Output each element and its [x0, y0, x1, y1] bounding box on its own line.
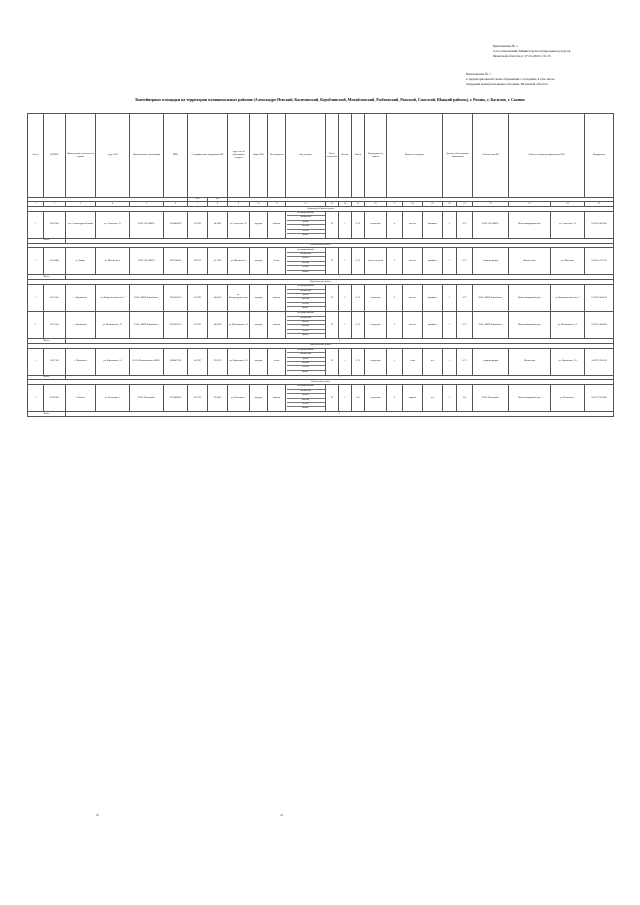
cell-addr: ул. Коммунистическая, 7: [96, 284, 130, 311]
column-number: 11: [268, 202, 286, 207]
approval-line: Рязанской области от 27.01.2020 г. № 25: [493, 53, 551, 58]
cell-vol: 0.75: [352, 211, 365, 238]
table-row: [28, 311, 614, 338]
cell-org: ООО «ЖКХ Кораблино»: [130, 311, 164, 338]
waste-type: пластик: [287, 298, 325, 302]
cell-lon: 40.2085: [208, 211, 228, 238]
waste-type: несортированный: [287, 249, 325, 253]
cell-cont: 1: [443, 248, 457, 275]
cell-fence: металл: [403, 284, 423, 311]
cell-cls: IV: [326, 385, 339, 412]
cell-lat: 54.9315: [188, 248, 208, 275]
total-value: 1: [66, 238, 614, 243]
cell-cover: асфальт: [268, 284, 286, 311]
cell-inn: 6221003510: [164, 311, 188, 338]
col-header: Класс опасности: [326, 114, 339, 198]
cell-inn: 6208007760: [164, 348, 188, 375]
cell-obj: Жилой дом: [509, 348, 551, 375]
footer-right: 41: [280, 813, 283, 817]
cell-src: ул. Маяковского, 12: [228, 311, 250, 338]
cell-cont: 1: [443, 311, 457, 338]
cell-cvol: 0.75: [457, 211, 473, 238]
cell-area: 8: [387, 284, 403, 311]
waste-type: стекло: [287, 230, 325, 234]
col-header-group: [443, 114, 473, 198]
waste-type: прочие: [302, 370, 309, 373]
cell-area: 5: [387, 348, 403, 375]
cell-owner: ТСЖ «Почтовый»: [473, 385, 509, 412]
column-number: 14: [339, 202, 352, 207]
cell-cls: IV: [326, 211, 339, 238]
waste-type: бумага: [287, 358, 325, 362]
cell-inn: 6224004528: [164, 211, 188, 238]
cell-kind: твердые: [250, 211, 268, 238]
cell-cvol: 0.75: [457, 311, 473, 338]
col-header: Кол-во: [339, 114, 352, 198]
cell-owner: Администрация: [473, 348, 509, 375]
col-header: ОКТМО: [44, 114, 66, 198]
cell-org: ООО «ДУ ЖКХ»: [130, 211, 164, 238]
header-group-label: Данные о площадке: [404, 154, 425, 157]
waste-type: несортированный: [287, 212, 325, 216]
cell-vol: 0.8: [352, 385, 365, 412]
cell-kind: твердые: [250, 284, 268, 311]
waste-type: бумага: [287, 221, 325, 225]
waste-type: прочие: [302, 307, 309, 310]
cell-fcover: профлист: [423, 284, 443, 311]
cell-kind: твердые: [250, 385, 268, 412]
waste-type: стекло: [287, 303, 325, 307]
waste-type: стекло: [287, 366, 325, 370]
cell-qty: 1: [339, 248, 352, 275]
cell-vol: 0.75: [352, 284, 365, 311]
region-name: Касимовский район: [28, 243, 614, 248]
total-row: [28, 412, 614, 417]
cell-kind: твердые: [250, 311, 268, 338]
cell-lat: 54.7279: [188, 385, 208, 412]
cell-n: 1: [28, 211, 44, 238]
total-label: Итого: [28, 238, 66, 243]
column-number: 1: [28, 202, 44, 207]
cell-obj: Многоквартирный дом: [509, 385, 551, 412]
cell-cover: асфальт: [268, 385, 286, 412]
cell-oktmo: 61610406: [44, 248, 66, 275]
column-number: 21: [457, 202, 473, 207]
cell-cont: 2: [443, 211, 457, 238]
cell-owner: Администрация: [473, 248, 509, 275]
column-number: 12: [286, 202, 326, 207]
table-row: [28, 248, 614, 275]
waste-type-list: [286, 385, 326, 412]
cell-vol: 0.75: [352, 311, 365, 338]
cell-cover: асфальт: [268, 211, 286, 238]
waste-type: пластик: [287, 362, 325, 366]
header-group-label: Данные об источниках образования: [446, 152, 469, 158]
cell-oaddr: ул. Коммунистическая, 7: [551, 284, 585, 311]
cell-kind: твердые: [250, 348, 268, 375]
cell-src: ул. Коммунистическая, 7: [228, 284, 250, 311]
header-group-label: Географические координаты КП: [191, 154, 224, 157]
cell-src: ул. Почтовая, 3: [228, 385, 250, 412]
col-header: Объем: [352, 114, 365, 198]
column-number: 3: [66, 202, 96, 207]
cell-lat: 53.9251: [188, 311, 208, 338]
cell-cover: бетон: [268, 248, 286, 275]
cell-owner: ООО «ЖКХ Кораблино»: [473, 284, 509, 311]
appendix-line: к территориальной схеме обращения с отходами, в том числе: [466, 76, 555, 81]
column-number: 20: [443, 202, 457, 207]
waste-type: смешанный: [287, 390, 325, 394]
column-number: 25: [585, 202, 614, 207]
cell-oktmo: 61601101: [44, 211, 66, 238]
cell-oktmo: 61617101: [44, 348, 66, 375]
cell-coord: 53.9251 40.0209: [585, 311, 614, 338]
col-header: Виды ТКО: [250, 114, 268, 198]
cell-cls: IV: [326, 284, 339, 311]
total-value: 1: [66, 275, 614, 280]
cell-inn: 6226010834: [164, 248, 188, 275]
cell-lon: 41.1702: [208, 248, 228, 275]
document-title: Контейнерные площадки на территории муниципальных районов (Александро-Невский, Касимовский, Кораблинский, Михайловский, Рыбновский, Ряжский, Спасский, Шацкий районы), г. Рязань, г. Касимов, г. Скопин: [135, 98, 525, 102]
cell-n: 1: [28, 348, 44, 375]
cell-obj: Жилые дома: [509, 248, 551, 275]
waste-type: несортированный: [287, 349, 325, 353]
cell-fcover: профлист: [423, 248, 443, 275]
cell-oktmo: 61611101: [44, 311, 66, 338]
cell-addr: ул. Маяковского, 12: [96, 311, 130, 338]
cell-place: г. Рыбное: [66, 385, 96, 412]
waste-type: пластик: [287, 225, 325, 229]
col-header: ИНН: [164, 114, 188, 198]
cell-n: 1: [28, 248, 44, 275]
waste-type: стекло: [287, 330, 325, 334]
cell-n: 2: [28, 311, 44, 338]
cell-cvol: 0.8: [457, 385, 473, 412]
footer-left: 25: [96, 813, 99, 817]
column-number: 10: [250, 202, 268, 207]
column-number: 4: [96, 202, 130, 207]
waste-type: смешанный: [287, 216, 325, 220]
column-number: 8: [208, 202, 228, 207]
cell-lon: 40.0209: [208, 311, 228, 338]
cell-cls: IV: [326, 311, 339, 338]
waste-type: смешанный: [287, 253, 325, 257]
table-row: [28, 348, 614, 375]
approval-line: Приложение № 1: [493, 44, 518, 48]
cell-org: ООО «Михайловское ЖКХ»: [130, 348, 164, 375]
column-number: 17: [387, 202, 403, 207]
cell-src: ул. Воровского, 18: [228, 348, 250, 375]
page-bottom: [0, 812, 640, 902]
cell-place: г. Кораблино: [66, 284, 96, 311]
waste-type-list: [286, 284, 326, 311]
registry-body: [28, 207, 614, 417]
waste-type-list: [286, 348, 326, 375]
waste-type: бумага: [287, 294, 325, 298]
cell-oaddr: ул. Школьная: [551, 248, 585, 275]
waste-type: несортированный: [287, 285, 325, 289]
cell-addr: ул. Почтовая, 3: [96, 385, 130, 412]
cell-fence: металл: [403, 311, 423, 338]
cell-owner: ООО «ДУ ЖКХ»: [473, 211, 509, 238]
cell-cover: асфальт: [268, 311, 286, 338]
cell-vol: 0.75: [352, 248, 365, 275]
cell-oaddr: ул. Воровского, 18: [551, 348, 585, 375]
cell-cont: 2: [443, 284, 457, 311]
region-name: Рыбновский район: [28, 380, 614, 385]
cell-fcover: нет: [423, 348, 443, 375]
cell-area: 6: [387, 311, 403, 338]
waste-type: пластик: [287, 399, 325, 403]
cell-src: ул. Школьная, 4: [228, 248, 250, 275]
column-number: 6: [164, 202, 188, 207]
total-label: Итого: [28, 412, 66, 417]
cell-addr: ул. Школьная, 4: [96, 248, 130, 275]
cell-lon: 39.5083: [208, 385, 228, 412]
total-label: Итого: [28, 275, 66, 280]
waste-type: пластик: [287, 262, 325, 266]
cell-fence: металл: [403, 248, 423, 275]
table-row: [28, 284, 614, 311]
cell-place: г. Кораблино: [66, 311, 96, 338]
cell-lat: 53.4762: [188, 211, 208, 238]
approval-block: [493, 44, 633, 58]
cell-org: ООО «ДУ ЖКХ»: [130, 248, 164, 275]
cell-lat: 53.9193: [188, 284, 208, 311]
waste-type: прочие: [302, 334, 309, 337]
column-number: 19: [423, 202, 443, 207]
cell-oaddr: ул. Почтовая, 3: [551, 385, 585, 412]
col-header: Наименование организации: [130, 114, 164, 198]
column-number: 5: [130, 202, 164, 207]
cell-coord: 54.2297 39.0319: [585, 348, 614, 375]
cell-fence: кирпич: [403, 385, 423, 412]
waste-type-list: [286, 248, 326, 275]
cell-period: ежедневно: [365, 385, 387, 412]
col-header: Координаты: [585, 114, 614, 198]
cell-qty: 1: [339, 311, 352, 338]
cell-cls: IV: [326, 348, 339, 375]
cell-src: ул. Советская, 15: [228, 211, 250, 238]
column-number: 16: [365, 202, 387, 207]
cell-vol: 0.75: [352, 348, 365, 375]
waste-type: несортированный: [287, 312, 325, 316]
cell-period: 2 раза в неделю: [365, 248, 387, 275]
cell-lat: 54.2297: [188, 348, 208, 375]
cell-org: ООО «ЖКХ Кораблино»: [130, 284, 164, 311]
cell-qty: 1: [339, 385, 352, 412]
col-header-group: [509, 114, 585, 198]
waste-type: бумага: [287, 257, 325, 261]
cell-fcover: профлист: [423, 311, 443, 338]
cell-coord: 53.4762 40.2085: [585, 211, 614, 238]
total-value: 1: [66, 412, 614, 417]
col-header-group: [188, 114, 228, 198]
cell-cont: 2: [443, 385, 457, 412]
col-header: Тип покрытия: [268, 114, 286, 198]
header-group-label: Объект, к которому прикреплена КП: [528, 154, 565, 157]
waste-type: смешанный: [287, 353, 325, 357]
cell-area: 4: [387, 211, 403, 238]
cell-cont: 1: [443, 348, 457, 375]
cell-cvol: 0.75: [457, 248, 473, 275]
cell-fence: металл: [403, 211, 423, 238]
cell-place: г. Михайлов: [66, 348, 96, 375]
column-number: 24: [551, 202, 585, 207]
table-row: [28, 211, 614, 238]
cell-oaddr: ул. Маяковского, 12: [551, 311, 585, 338]
cell-fcover: нет: [423, 385, 443, 412]
waste-type: стекло: [287, 403, 325, 407]
col-header: Адрес места образования отходов: [228, 114, 250, 198]
cell-coord: 53.9193 40.0143: [585, 284, 614, 311]
cell-cover: бетон: [268, 348, 286, 375]
cell-inn: 6213008810: [164, 385, 188, 412]
total-label: Итого: [28, 338, 66, 343]
appendix-block: [466, 72, 634, 86]
waste-type: бумага: [287, 394, 325, 398]
waste-type-list: [286, 311, 326, 338]
cell-fence: сетка: [403, 348, 423, 375]
cell-period: ежедневно: [365, 311, 387, 338]
column-number: 22: [473, 202, 509, 207]
waste-type: прочие: [302, 407, 309, 410]
waste-type: прочие: [302, 270, 309, 273]
total-label: Итого: [28, 375, 66, 380]
cell-addr: ул. Воровского, 18: [96, 348, 130, 375]
region-name: Михайловский район: [28, 343, 614, 348]
total-value: 2: [66, 338, 614, 343]
waste-type: стекло: [287, 266, 325, 270]
approval-line: к постановлению Министерства природных ресурсов: [493, 48, 571, 53]
col-header: Наименование населенного пункта: [66, 114, 96, 198]
registry-table: [27, 113, 614, 417]
col-header: Периодичность вывоза: [365, 114, 387, 198]
cell-addr: ул. Советская, 15: [96, 211, 130, 238]
cell-oktmo: 61611101: [44, 284, 66, 311]
cell-kind: твердые: [250, 248, 268, 275]
region-name: Кораблинский район: [28, 280, 614, 285]
column-number: 23: [509, 202, 551, 207]
waste-type: бумага: [287, 321, 325, 325]
cell-place: д. Лашма: [66, 248, 96, 275]
waste-type: смешанный: [287, 290, 325, 294]
cell-cvol: 0.75: [457, 284, 473, 311]
cell-fcover: профлист: [423, 211, 443, 238]
cell-period: ежедневно: [365, 348, 387, 375]
cell-coord: 54.9315 41.1702: [585, 248, 614, 275]
cell-qty: 1: [339, 211, 352, 238]
column-number: 2: [44, 202, 66, 207]
cell-lon: 39.0319: [208, 348, 228, 375]
cell-period: ежедневно: [365, 284, 387, 311]
appendix-line: Приложение № 1: [466, 72, 491, 76]
waste-type: несортированный: [287, 385, 325, 389]
col-header: № п/п: [28, 114, 44, 198]
appendix-line: твердыми коммунальными отходами, Рязанской области: [466, 81, 548, 86]
waste-type-list: [286, 211, 326, 238]
cell-org: ТСЖ «Почтовый»: [130, 385, 164, 412]
cell-lon: 40.0143: [208, 284, 228, 311]
cell-area: 6: [387, 248, 403, 275]
cell-oktmo: 61626101: [44, 385, 66, 412]
lon-header: в.д.: [208, 198, 228, 202]
cell-obj: Многоквартирный дом: [509, 311, 551, 338]
column-number: 15: [352, 202, 365, 207]
column-number: 9: [228, 202, 250, 207]
waste-type: прочие: [302, 234, 309, 237]
cell-cvol: 0.75: [457, 348, 473, 375]
header-row: [28, 114, 614, 198]
lat-header: с.ш.: [188, 198, 208, 202]
cell-inn: 6221003510: [164, 284, 188, 311]
region-name: Александро-Невский район: [28, 207, 614, 212]
column-number: 13: [326, 202, 339, 207]
col-header-group: [387, 114, 443, 198]
cell-owner: ООО «ЖКХ Кораблино»: [473, 311, 509, 338]
table-row: [28, 385, 614, 412]
total-value: 1: [66, 375, 614, 380]
cell-period: ежедневно: [365, 211, 387, 238]
cell-obj: Многоквартирный дом: [509, 284, 551, 311]
cell-obj: Многоквартирный дом: [509, 211, 551, 238]
waste-type: смешанный: [287, 317, 325, 321]
column-number: 18: [403, 202, 423, 207]
cell-n: 1: [28, 385, 44, 412]
cell-n: 1: [28, 284, 44, 311]
cell-coord: 54.7279 39.5083: [585, 385, 614, 412]
col-header: Адрес КП: [96, 114, 130, 198]
column-number: 7: [188, 202, 208, 207]
cell-area: 6: [387, 385, 403, 412]
cell-qty: 1: [339, 348, 352, 375]
cell-oaddr: ул. Советская, 15: [551, 211, 585, 238]
waste-type: пластик: [287, 325, 325, 329]
col-header: Собственник КП: [473, 114, 509, 198]
cell-place: р.п. Александро-Невский: [66, 211, 96, 238]
cell-cls: IV: [326, 248, 339, 275]
col-header: Вид отходов: [286, 114, 326, 198]
cell-qty: 2: [339, 284, 352, 311]
